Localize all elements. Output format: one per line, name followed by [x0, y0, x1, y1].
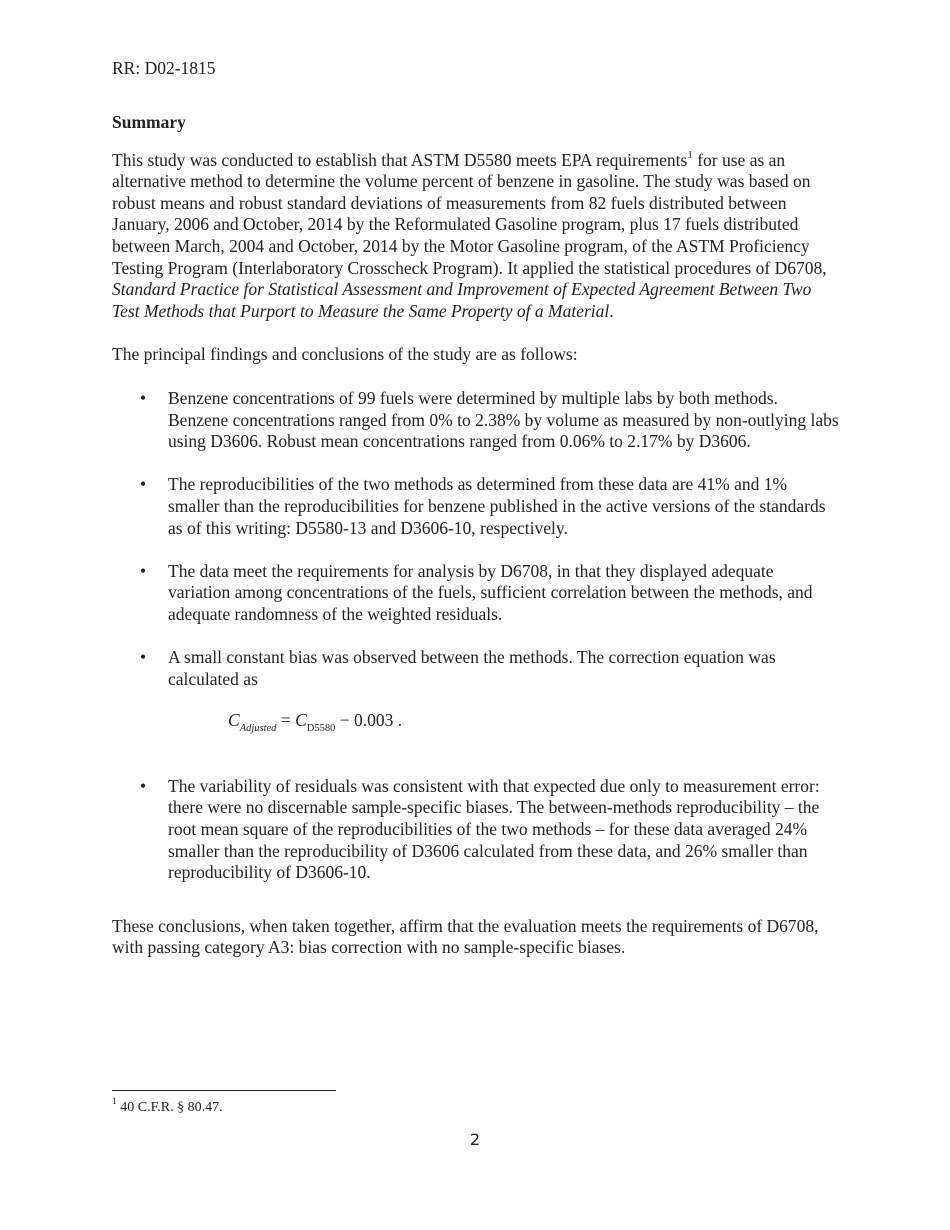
intro-text-c: .: [609, 300, 614, 321]
footnote: [112, 1097, 223, 1116]
findings-intro: The principal findings and conclusions of the study are as follows:: [112, 344, 578, 365]
finding-text: Benzene concentrations of 99 fuels were determined by multiple labs by both methods. Benzene concentrations ranged from 0% to 2.38% by volume as measured by non-outlying labs using D3606. Robust mean concentrations ranged from 0.06% to 2.17% by D3606.: [168, 387, 839, 452]
findings-list: [112, 388, 840, 884]
finding-text: The reproducibilities of the two methods as determined from these data are 41% and 1% smaller than the reproducibilities for benzene published in the active versions of the standards as of this writing: D5580-13 and D3606-10, respectively.: [168, 474, 826, 538]
finding-item: [112, 776, 840, 884]
finding-item: [112, 474, 840, 539]
footnote-reference: 1: [687, 148, 693, 161]
report-id: RR: D02-1815: [112, 58, 216, 78]
summary-heading: Summary: [112, 112, 186, 132]
bullet-icon: •: [140, 775, 147, 796]
page-number: 2: [469, 1130, 481, 1149]
equation-lhs-sub: Adjusted: [239, 723, 277, 735]
footnote-divider: [112, 1090, 336, 1091]
equation-rhs-sub: D5580: [306, 723, 336, 735]
bullet-icon: •: [140, 387, 147, 408]
conclusion-paragraph: These conclusions, when taken together, affirm that the evaluation meets the requirements of D6708, with passing category A3: bias correction with no sample-specific biases.: [112, 915, 819, 958]
bullet-icon: •: [140, 560, 147, 581]
intro-text-a: This study was conducted to establish that ASTM D5580 meets EPA requirements: [112, 149, 688, 170]
equation-equals: =: [276, 710, 296, 731]
intro-paragraph: [112, 150, 840, 323]
finding-text: The variability of residuals was consistent with that expected due only to measurement error: there were no discernable sample-specific biases. The between-methods reproducibility – the root mean square of the reproducibilities of the two methods – for these data averaged 24% smaller than the reproducibility of D3606 calculated from these data, and 26% smaller than reproducibility of D3606-10.: [168, 775, 820, 883]
equation-rhs-var: C: [295, 710, 307, 731]
finding-item: [112, 388, 840, 453]
finding-text: The data meet the requirements for analysis by D6708, in that they displayed adequate variation among concentrations of the fuels, sufficient correlation between the methods, and adequate randomness of the weighted residuals.: [168, 560, 813, 624]
finding-text: A small constant bias was observed between the methods. The correction equation was calculated as: [168, 647, 776, 689]
footnote-marker: 1: [112, 1097, 117, 1108]
intro-text-b: for use as an alternative method to determine the volume percent of benzene in gasoline. The study was based on robust means and robust standard deviations of measurements from 82 fuels distributed between January, 2006 and October, 2014 by the Reformulated Gasoline program, plus 17 fuels distributed between March, 2004 and October, 2014 by the Motor Gasoline program, of the ASTM Proficiency Testing Program (Interlaboratory Crosscheck Program). It applied the statistical procedures of D6708,: [112, 149, 827, 278]
finding-item: [112, 647, 840, 754]
finding-item: [112, 561, 840, 626]
equation-rhs-rest: − 0.003 .: [335, 710, 403, 731]
bullet-icon: •: [140, 474, 147, 495]
summary-section: [112, 112, 840, 959]
equation-lhs-var: C: [228, 710, 240, 731]
standard-title: Standard Practice for Statistical Assessment and Improvement of Expected Agreement Between Two Test Methods that Purport to Measure the Same Property of a Material: [112, 279, 812, 321]
correction-equation: [168, 710, 840, 754]
bullet-icon: •: [140, 647, 147, 668]
footnote-text: 40 C.F.R. § 80.47.: [116, 1100, 223, 1115]
